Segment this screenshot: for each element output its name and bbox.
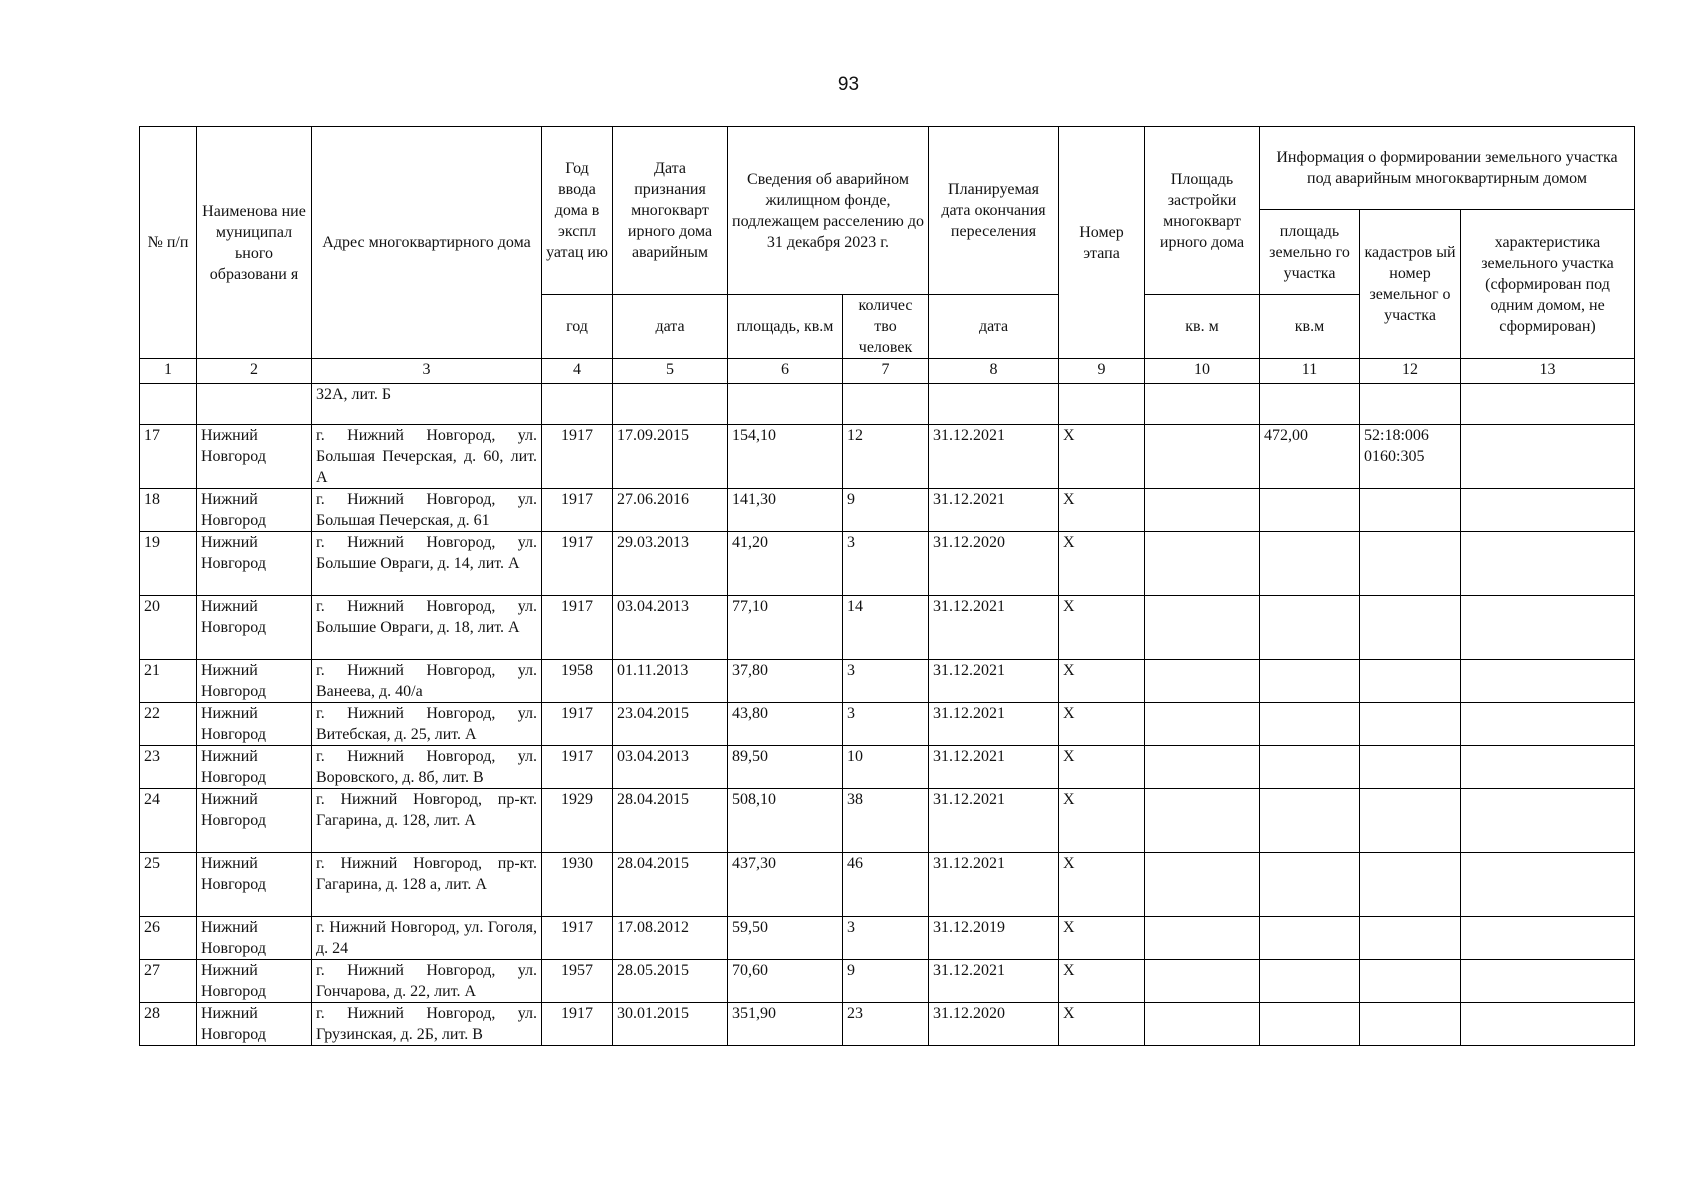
planned-date: 31.12.2021 xyxy=(929,746,1059,789)
municipality: Нижний Новгород xyxy=(197,746,312,789)
people: 3 xyxy=(843,703,929,746)
recognition-date: 17.09.2015 xyxy=(613,425,728,489)
header-land-characteristic: характеристика земельного участка (сформирован под одним домом, не сформирован) xyxy=(1461,210,1635,359)
stage: Х xyxy=(1059,917,1145,960)
planned-date: 31.12.2021 xyxy=(929,660,1059,703)
row-number: 25 xyxy=(140,853,197,917)
cadastral-number xyxy=(1360,960,1461,1003)
address: г. Нижний Новгород, ул. Грузинская, д. 2Б, лит. В xyxy=(312,1003,542,1046)
building-area xyxy=(1145,660,1260,703)
area: 89,50 xyxy=(728,746,843,789)
recognition-date: 03.04.2013 xyxy=(613,596,728,660)
table-row xyxy=(140,960,1635,1003)
header-municipality: Наименова ние муниципал ьного образовани я xyxy=(197,127,312,359)
building-area xyxy=(1145,703,1260,746)
column-number: 6 xyxy=(728,359,843,384)
area: 141,30 xyxy=(728,489,843,532)
stage: Х xyxy=(1059,596,1145,660)
table-row xyxy=(140,1003,1635,1046)
land-area: 472,00 xyxy=(1260,425,1360,489)
row-number: 21 xyxy=(140,660,197,703)
municipality: Нижний Новгород xyxy=(197,789,312,853)
municipality: Нижний Новгород xyxy=(197,596,312,660)
row-number: 24 xyxy=(140,789,197,853)
cadastral-number xyxy=(1360,746,1461,789)
header-stage: Номер этапа xyxy=(1059,127,1145,359)
column-number: 13 xyxy=(1461,359,1635,384)
building-area xyxy=(1145,917,1260,960)
people: 46 xyxy=(843,853,929,917)
year: 1917 xyxy=(542,1003,613,1046)
stage: Х xyxy=(1059,425,1145,489)
recognition-date: 28.05.2015 xyxy=(613,960,728,1003)
building-area xyxy=(1145,489,1260,532)
land-characteristic xyxy=(1461,660,1635,703)
column-number: 7 xyxy=(843,359,929,384)
cadastral-number xyxy=(1360,1003,1461,1046)
stage: Х xyxy=(1059,789,1145,853)
stage: Х xyxy=(1059,960,1145,1003)
resettlement-table xyxy=(139,126,1635,1046)
header-area: площадь, кв.м xyxy=(728,295,843,359)
header-cadastral: кадастров ый номер земельног о участка xyxy=(1360,210,1461,359)
building-area xyxy=(1145,960,1260,1003)
land-characteristic xyxy=(1461,746,1635,789)
land-area xyxy=(1260,532,1360,596)
column-number: 4 xyxy=(542,359,613,384)
planned-date: 31.12.2019 xyxy=(929,917,1059,960)
table-row xyxy=(140,425,1635,489)
planned-date: 31.12.2021 xyxy=(929,960,1059,1003)
people: 23 xyxy=(843,1003,929,1046)
land-area xyxy=(1260,489,1360,532)
municipality: Нижний Новгород xyxy=(197,660,312,703)
municipality: Нижний Новгород xyxy=(197,425,312,489)
cadastral-number xyxy=(1360,532,1461,596)
year: 1958 xyxy=(542,660,613,703)
municipality: Нижний Новгород xyxy=(197,1003,312,1046)
stage: Х xyxy=(1059,1003,1145,1046)
header-land-area: площадь земельно го участка xyxy=(1260,210,1360,295)
page-number: 93 xyxy=(837,74,860,95)
cadastral-number xyxy=(1360,917,1461,960)
municipality: Нижний Новгород xyxy=(197,917,312,960)
area: 70,60 xyxy=(728,960,843,1003)
table-row xyxy=(140,703,1635,746)
address: г. Нижний Новгород, ул. Большие Овраги, д. 14, лит. А xyxy=(312,532,542,596)
row-number: 17 xyxy=(140,425,197,489)
cadastral-number xyxy=(1360,489,1461,532)
address: г. Нижний Новгород, ул. Большая Печерская, д. 61 xyxy=(312,489,542,532)
table-row xyxy=(140,660,1635,703)
continuation-row xyxy=(140,384,1635,425)
header-building-area: Площадь застройки многокварт ирного дома xyxy=(1145,127,1260,295)
planned-date: 31.12.2021 xyxy=(929,853,1059,917)
area: 154,10 xyxy=(728,425,843,489)
planned-date: 31.12.2021 xyxy=(929,425,1059,489)
land-characteristic xyxy=(1461,596,1635,660)
column-numbers-row xyxy=(140,359,1635,384)
area: 37,80 xyxy=(728,660,843,703)
municipality: Нижний Новгород xyxy=(197,960,312,1003)
land-characteristic xyxy=(1461,703,1635,746)
table-row xyxy=(140,853,1635,917)
building-area xyxy=(1145,532,1260,596)
land-area xyxy=(1260,789,1360,853)
year: 1929 xyxy=(542,789,613,853)
land-characteristic xyxy=(1461,853,1635,917)
area: 43,80 xyxy=(728,703,843,746)
table-row xyxy=(140,746,1635,789)
address: г. Нижний Новгород, ул. Гоголя, д. 24 xyxy=(312,917,542,960)
column-number: 3 xyxy=(312,359,542,384)
address: г. Нижний Новгород, пр-кт. Гагарина, д. 128 а, лит. А xyxy=(312,853,542,917)
row-number: 18 xyxy=(140,489,197,532)
cadastral-number xyxy=(1360,660,1461,703)
year: 1917 xyxy=(542,596,613,660)
column-number: 1 xyxy=(140,359,197,384)
year: 1917 xyxy=(542,489,613,532)
land-area xyxy=(1260,596,1360,660)
building-area xyxy=(1145,789,1260,853)
people: 3 xyxy=(843,917,929,960)
area: 351,90 xyxy=(728,1003,843,1046)
stage: Х xyxy=(1059,489,1145,532)
row-number: 28 xyxy=(140,1003,197,1046)
area: 77,10 xyxy=(728,596,843,660)
people: 3 xyxy=(843,660,929,703)
cadastral-number xyxy=(1360,596,1461,660)
stage: Х xyxy=(1059,532,1145,596)
year: 1917 xyxy=(542,746,613,789)
planned-date: 31.12.2021 xyxy=(929,789,1059,853)
year: 1957 xyxy=(542,960,613,1003)
building-area xyxy=(1145,853,1260,917)
land-characteristic xyxy=(1461,489,1635,532)
row-number: 27 xyxy=(140,960,197,1003)
area: 508,10 xyxy=(728,789,843,853)
municipality: Нижний Новгород xyxy=(197,532,312,596)
year: 1917 xyxy=(542,532,613,596)
table-body xyxy=(140,384,1635,1046)
cadastral-number xyxy=(1360,853,1461,917)
header-unit-plan-date: дата xyxy=(929,295,1059,359)
building-area xyxy=(1145,596,1260,660)
people: 14 xyxy=(843,596,929,660)
land-area xyxy=(1260,660,1360,703)
planned-date: 31.12.2020 xyxy=(929,1003,1059,1046)
people: 12 xyxy=(843,425,929,489)
header-address: Адрес многоквартирного дома xyxy=(312,127,542,359)
land-area xyxy=(1260,746,1360,789)
municipality: Нижний Новгород xyxy=(197,703,312,746)
header-unit-year: год xyxy=(542,295,613,359)
row-number: 22 xyxy=(140,703,197,746)
header-housing-info: Сведения об аварийном жилищном фонде, подлежащем расселению до 31 декабря 2023 г. xyxy=(728,127,929,295)
year: 1930 xyxy=(542,853,613,917)
recognition-date: 28.04.2015 xyxy=(613,789,728,853)
address: г. Нижний Новгород, пр-кт. Гагарина, д. 128, лит. А xyxy=(312,789,542,853)
area: 59,50 xyxy=(728,917,843,960)
year: 1917 xyxy=(542,425,613,489)
row-number: 20 xyxy=(140,596,197,660)
recognition-date: 23.04.2015 xyxy=(613,703,728,746)
recognition-date: 01.11.2013 xyxy=(613,660,728,703)
address: г. Нижний Новгород, ул. Большие Овраги, д. 18, лит. А xyxy=(312,596,542,660)
column-number: 11 xyxy=(1260,359,1360,384)
column-number: 12 xyxy=(1360,359,1461,384)
header-unit-date: дата xyxy=(613,295,728,359)
table-row xyxy=(140,596,1635,660)
header-people: количес тво человек xyxy=(843,295,929,359)
people: 38 xyxy=(843,789,929,853)
header-number: № п/п xyxy=(140,127,197,359)
table-row xyxy=(140,489,1635,532)
year: 1917 xyxy=(542,703,613,746)
continuation-address: 32А, лит. Б xyxy=(312,384,542,425)
table-row xyxy=(140,532,1635,596)
header-land-info: Информация о формировании земельного участка под аварийным многоквартирным домом xyxy=(1260,127,1635,210)
building-area xyxy=(1145,1003,1260,1046)
stage: Х xyxy=(1059,703,1145,746)
table-row xyxy=(140,917,1635,960)
cadastral-number xyxy=(1360,789,1461,853)
land-characteristic xyxy=(1461,1003,1635,1046)
column-number: 10 xyxy=(1145,359,1260,384)
land-characteristic xyxy=(1461,789,1635,853)
recognition-date: 03.04.2013 xyxy=(613,746,728,789)
land-area xyxy=(1260,1003,1360,1046)
address: г. Нижний Новгород, ул. Воровского, д. 8б, лит. В xyxy=(312,746,542,789)
cadastral-number xyxy=(1360,703,1461,746)
cadastral-number: 52:18:006 0160:305 xyxy=(1360,425,1461,489)
people: 9 xyxy=(843,960,929,1003)
recognition-date: 29.03.2013 xyxy=(613,532,728,596)
column-number: 9 xyxy=(1059,359,1145,384)
municipality: Нижний Новгород xyxy=(197,489,312,532)
row-number: 26 xyxy=(140,917,197,960)
header-year: Год ввода дома в экспл уатац ию xyxy=(542,127,613,295)
address: г. Нижний Новгород, ул. Витебская, д. 25, лит. А xyxy=(312,703,542,746)
planned-date: 31.12.2021 xyxy=(929,703,1059,746)
column-number: 5 xyxy=(613,359,728,384)
land-characteristic xyxy=(1461,960,1635,1003)
land-area xyxy=(1260,703,1360,746)
column-number: 2 xyxy=(197,359,312,384)
table-row xyxy=(140,789,1635,853)
address: г. Нижний Новгород, ул. Ванеева, д. 40/а xyxy=(312,660,542,703)
table-header xyxy=(140,127,1635,384)
recognition-date: 27.06.2016 xyxy=(613,489,728,532)
recognition-date: 17.08.2012 xyxy=(613,917,728,960)
row-number: 23 xyxy=(140,746,197,789)
land-area xyxy=(1260,917,1360,960)
year: 1917 xyxy=(542,917,613,960)
address: г. Нижний Новгород, ул. Гончарова, д. 22, лит. А xyxy=(312,960,542,1003)
row-number: 19 xyxy=(140,532,197,596)
stage: Х xyxy=(1059,746,1145,789)
people: 9 xyxy=(843,489,929,532)
area: 41,20 xyxy=(728,532,843,596)
land-characteristic xyxy=(1461,532,1635,596)
land-characteristic xyxy=(1461,917,1635,960)
stage: Х xyxy=(1059,853,1145,917)
land-characteristic xyxy=(1461,425,1635,489)
building-area xyxy=(1145,746,1260,789)
stage: Х xyxy=(1059,660,1145,703)
planned-date: 31.12.2020 xyxy=(929,532,1059,596)
column-number: 8 xyxy=(929,359,1059,384)
municipality: Нижний Новгород xyxy=(197,853,312,917)
area: 437,30 xyxy=(728,853,843,917)
people: 3 xyxy=(843,532,929,596)
address: г. Нижний Новгород, ул. Большая Печерская, д. 60, лит. А xyxy=(312,425,542,489)
building-area xyxy=(1145,425,1260,489)
header-unit-land: кв.м xyxy=(1260,295,1360,359)
recognition-date: 30.01.2015 xyxy=(613,1003,728,1046)
planned-date: 31.12.2021 xyxy=(929,489,1059,532)
people: 10 xyxy=(843,746,929,789)
header-planned-date: Планируемая дата окончания переселения xyxy=(929,127,1059,295)
recognition-date: 28.04.2015 xyxy=(613,853,728,917)
header-recognition-date: Дата признания многокварт ирного дома аварийным xyxy=(613,127,728,295)
land-area xyxy=(1260,853,1360,917)
header-unit-building: кв. м xyxy=(1145,295,1260,359)
planned-date: 31.12.2021 xyxy=(929,596,1059,660)
land-area xyxy=(1260,960,1360,1003)
